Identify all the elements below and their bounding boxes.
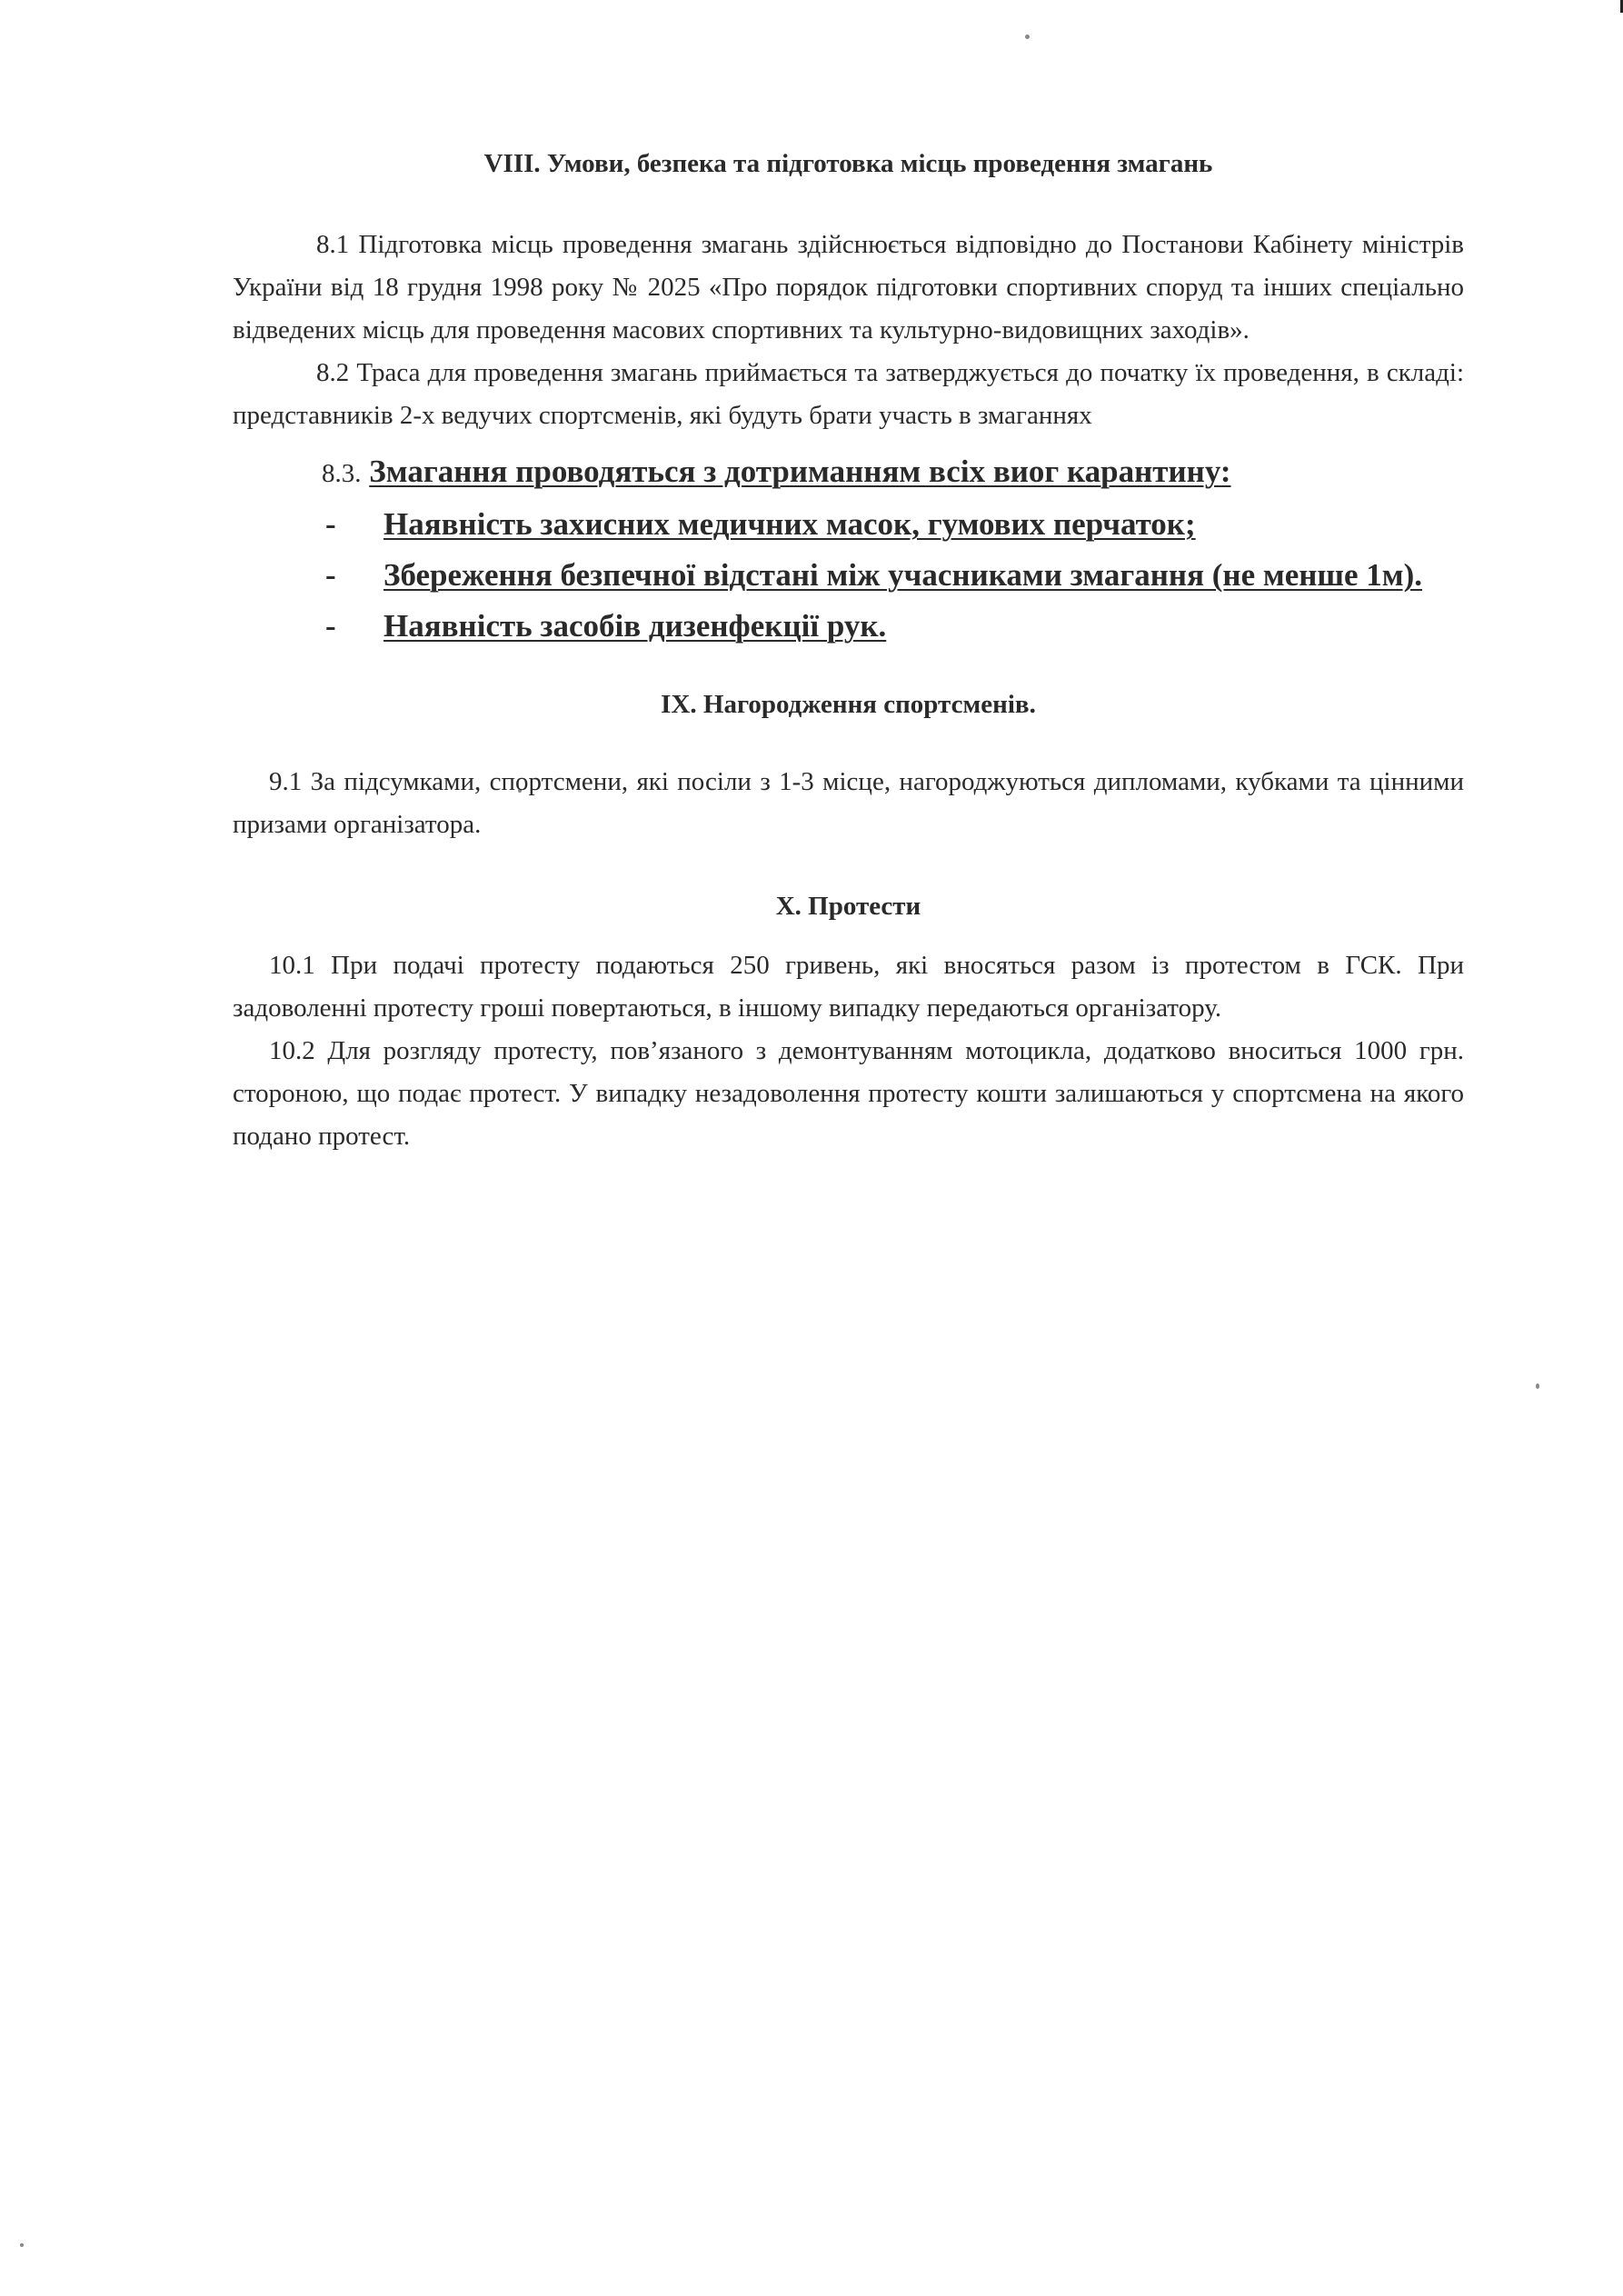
bullet-disinfection: Наявність засобів дизенфекції рук. <box>383 608 887 644</box>
bullet-marker: - <box>325 557 336 593</box>
section-viii-title: VIII. Умови, безпека та підготовка місць проведення змагань <box>483 149 1213 178</box>
bullet-marker: - <box>325 608 336 644</box>
bullet-marker: - <box>325 506 336 542</box>
section-ix-title: IX. Нагородження спортсменів. <box>661 690 1036 719</box>
quarantine-bullet <box>233 550 1464 601</box>
quarantine-bullet <box>233 499 1464 550</box>
paragraph-9-1: 9.1 За підсумками, спортсмени, які посіли з 1-3 місце, нагороджуються дипломами, кубками та цінними призами організатора. <box>233 767 1464 839</box>
bullet-distance: Збереження безпечної відстані між учасниками змагання (не менше 1м). <box>383 557 1422 593</box>
paragraph-8-3-number: 8.3. <box>322 459 362 488</box>
document-body <box>233 145 1464 1158</box>
scan-speck <box>20 2243 24 2247</box>
bullet-masks: Наявність захисних медичних масок, гумових перчаток; <box>383 506 1196 542</box>
scan-speck <box>1025 35 1030 39</box>
quarantine-bullet <box>233 601 1464 652</box>
paragraph-8-3-title: Змагання проводяться з дотриманням всіх виог карантину: <box>369 454 1231 489</box>
paragraph-10-2: 10.2 Для розгляду протесту, пов’язаного з демонтуванням мотоцикла, додатково вноситься 1000 грн. стороною, що подає протест. У випадку незадоволення протесту кошти залишаються у спортсмена на якого подано протест. <box>233 1036 1464 1151</box>
paragraph-8-1: 8.1 Підготовка місць проведення змагань здійснюється відповідно до Постанови Кабінету міністрів України від 18 грудня 1998 року № 2025 «Про порядок підготовки спортивних споруд та інших спеціально відведених місць для проведення масових спортивних та культурно-видовищних заходів». <box>233 230 1464 344</box>
section-x-title: X. Протести <box>775 892 921 921</box>
paragraph-8-2: 8.2 Траса для проведення змагань приймається та затверджується до початку їх проведення, в складі: представників 2-х ведучих спортсменів, які будуть брати участь в змаганнях <box>233 358 1464 430</box>
paragraph-10-1: 10.1 При подачі протесту подаються 250 гривень, які вносяться разом із протестом в ГСК. При задоволенні протесту гроші повертаються, в іншому випадку передаються організатору. <box>233 951 1464 1023</box>
paragraph-8-3 <box>233 446 1464 499</box>
scan-speck <box>1536 1383 1539 1389</box>
